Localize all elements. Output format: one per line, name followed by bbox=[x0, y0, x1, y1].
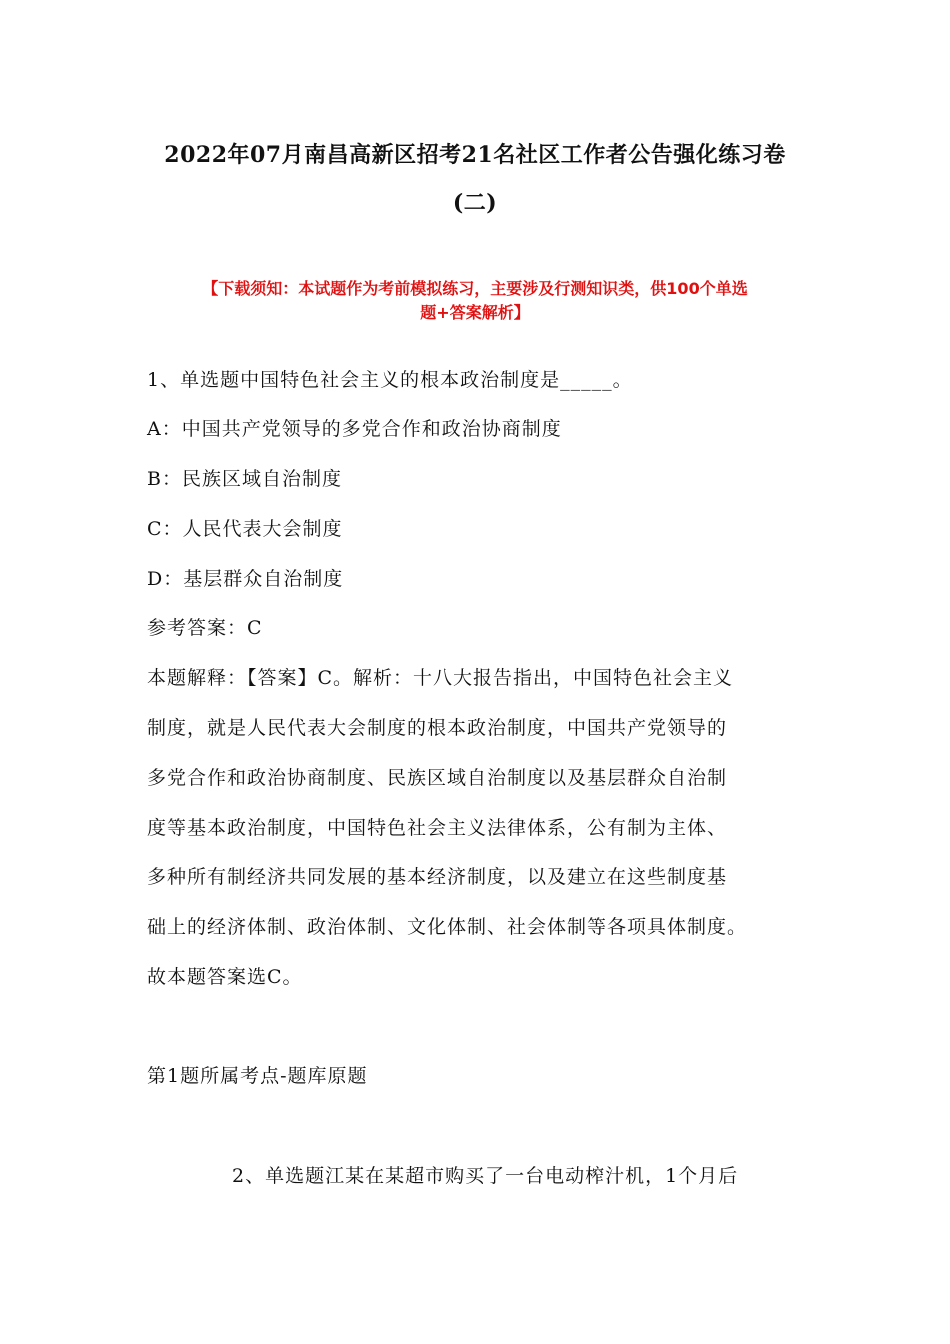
explanation-line: 度等基本政治制度，中国特色社会主义法律体系，公有制为主体、 bbox=[147, 817, 728, 839]
question-topic: 第1题所属考点-题库原题 bbox=[147, 1065, 368, 1087]
explanation-line: 本题解释：【答案】C。解析：十八大报告指出，中国特色社会主义 bbox=[147, 667, 734, 689]
explanation-line: 多种所有制经济共同发展的基本经济制度，以及建立在这些制度基 bbox=[147, 866, 728, 888]
explanation-line: 制度，就是人民代表大会制度的根本政治制度，中国共产党领导的 bbox=[147, 717, 728, 739]
option-a: A：中国共产党领导的多党合作和政治协商制度 bbox=[147, 418, 562, 440]
document-subtitle: (二) bbox=[452, 190, 498, 216]
option-b: B：民族区域自治制度 bbox=[147, 468, 342, 490]
download-notice bbox=[140, 277, 810, 325]
notice-line: 题+答案解析】 bbox=[420, 303, 530, 322]
option-d: D：基层群众自治制度 bbox=[147, 568, 344, 590]
explanation-line: 础上的经济体制、政治体制、文化体制、社会体制等各项具体制度。 bbox=[147, 916, 748, 938]
notice-line: 【下载须知：本试题作为考前模拟练习，主要涉及行测知识类，供100个单选 bbox=[202, 279, 748, 298]
option-c: C：人民代表大会制度 bbox=[147, 518, 343, 540]
explanation-line: 多党合作和政治协商制度、民族区域自治制度以及基层群众自治制 bbox=[147, 767, 728, 789]
explanation-line: 故本题答案选C。 bbox=[147, 966, 303, 988]
document-title: 2022年07月南昌高新区招考21名社区工作者公告强化练习卷 bbox=[164, 142, 786, 168]
question-stem: 2、单选题江某在某超市购买了一台电动榨汁机，1个月后 bbox=[232, 1165, 739, 1187]
question-stem: 1、单选题中国特色社会主义的根本政治制度是_____。 bbox=[147, 369, 633, 391]
reference-answer: 参考答案：C bbox=[147, 617, 263, 639]
